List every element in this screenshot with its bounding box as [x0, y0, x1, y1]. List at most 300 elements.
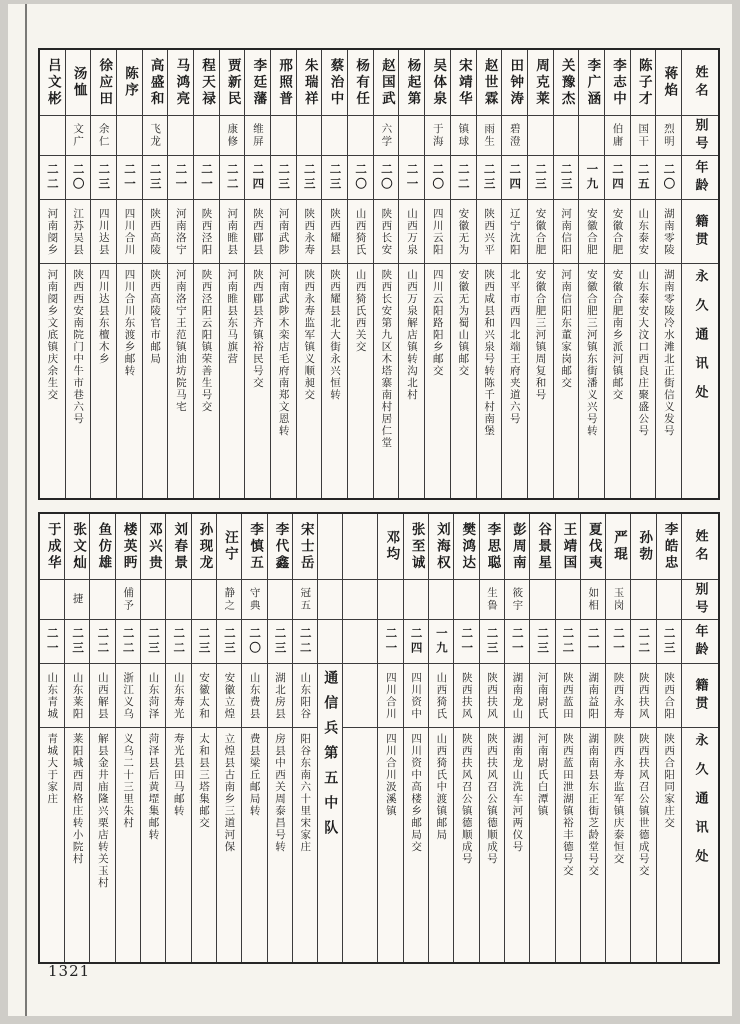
entry-address: 河南阌乡文底镇庆余生交	[46, 269, 59, 401]
unit-title-cell	[318, 664, 342, 962]
entry-column	[90, 50, 116, 498]
age-cell	[480, 620, 504, 664]
name-cell	[217, 514, 241, 580]
alias-cell	[66, 116, 91, 156]
entry-name: 蔡治中	[327, 57, 344, 108]
entry-alias: 烈明	[662, 123, 675, 148]
address-cell	[657, 728, 681, 962]
entry-alias: 六学	[380, 123, 393, 148]
entry-origin: 山东莱阳	[71, 671, 84, 720]
origin-cell	[168, 200, 193, 264]
origin-cell	[451, 200, 476, 264]
name-cell	[271, 50, 296, 116]
entry-column	[267, 514, 292, 962]
entry-name: 陈子才	[635, 57, 652, 108]
age-cell	[217, 620, 241, 664]
entry-name: 关豫杰	[558, 57, 575, 108]
name-cell	[528, 50, 553, 116]
alias-cell	[192, 580, 216, 620]
entry-origin: 河南睢县	[226, 207, 239, 256]
header-address-cell	[682, 728, 718, 962]
origin-cell	[220, 200, 245, 264]
origin-cell	[141, 664, 165, 728]
address-cell	[348, 264, 373, 498]
age-cell	[425, 156, 450, 200]
entry-column	[555, 514, 580, 962]
address-cell	[631, 264, 656, 498]
entry-origin: 山西猗氏	[435, 671, 448, 720]
name-cell	[556, 514, 580, 580]
entry-name: 李思聪	[484, 521, 501, 572]
entry-origin: 河南信阳	[560, 207, 573, 256]
entry-name: 鱼仿雄	[95, 521, 112, 572]
alias-cell	[40, 580, 64, 620]
entry-age: 二一	[586, 627, 601, 656]
name-cell	[404, 514, 428, 580]
entry-address: 四川云阳路阳乡邮交	[431, 269, 444, 377]
origin-cell	[40, 200, 65, 264]
entry-address: 四川合川汲溪镇	[384, 733, 397, 817]
entry-alias: 守典	[248, 587, 261, 612]
alias-cell	[40, 116, 65, 156]
alias-cell	[451, 116, 476, 156]
entry-origin: 安徽立煌	[223, 671, 236, 720]
entry-origin: 河南洛宁	[174, 207, 187, 256]
name-cell	[454, 514, 478, 580]
header-age-label: 年龄	[692, 623, 708, 660]
entry-column	[191, 514, 216, 962]
entry-address: 陕西高陵官市邮局	[149, 269, 162, 365]
address-cell	[40, 264, 65, 498]
entry-age: 二〇	[248, 627, 263, 656]
entry-origin: 山西万泉	[406, 207, 419, 256]
age-cell	[657, 620, 681, 664]
age-cell	[505, 620, 529, 664]
entry-age: 二三	[302, 163, 317, 192]
entry-column	[373, 50, 399, 498]
entry-column	[450, 50, 476, 498]
alias-cell	[318, 580, 342, 620]
entry-address: 陕西咸县和兴泉号转陈千村南堡	[483, 269, 496, 437]
entry-origin: 陕西永寿	[303, 207, 316, 256]
age-cell	[65, 620, 89, 664]
age-cell	[343, 620, 377, 664]
entry-address: 陕西西安南院门中牛市巷六号	[72, 269, 85, 425]
alias-cell	[220, 116, 245, 156]
entry-address: 陕西泾阳云阳镇荣善生号交	[200, 269, 213, 413]
entry-age: 二〇	[431, 163, 446, 192]
alias-cell	[374, 116, 399, 156]
entry-column	[65, 50, 91, 498]
alias-cell	[480, 580, 504, 620]
address-cell	[242, 728, 266, 962]
entry-column	[403, 514, 428, 962]
entry-column	[501, 50, 527, 498]
entry-name: 马鸿亮	[173, 57, 190, 108]
entry-address: 四川达县东檀木乡	[97, 269, 110, 365]
entry-age: 二四	[508, 163, 523, 192]
age-cell	[194, 156, 219, 200]
entry-address: 陕西扶风召公镇世德成号交	[637, 733, 650, 877]
entry-column	[655, 50, 681, 498]
age-cell	[40, 156, 65, 200]
header-alias-cell	[682, 116, 718, 156]
alias-cell	[217, 580, 241, 620]
alias-cell	[322, 116, 347, 156]
address-cell	[581, 728, 605, 962]
age-cell	[220, 156, 245, 200]
name-cell	[378, 514, 402, 580]
origin-cell	[143, 200, 168, 264]
address-cell	[606, 728, 630, 962]
header-alias-label: 别号	[692, 581, 708, 618]
address-cell	[245, 264, 270, 498]
entry-age: 二四	[251, 163, 266, 192]
age-cell	[143, 156, 168, 200]
alias-cell	[143, 116, 168, 156]
entry-address: 湖南龙山洗车河两仪号	[511, 733, 524, 853]
origin-cell	[268, 664, 292, 728]
name-cell	[91, 50, 116, 116]
entry-origin: 四川云阳	[431, 207, 444, 256]
entry-name: 严琨	[611, 530, 627, 563]
header-origin-cell	[682, 664, 718, 728]
address-cell	[404, 728, 428, 962]
origin-cell	[530, 664, 554, 728]
entry-name: 汤恤	[70, 66, 87, 99]
name-cell	[220, 50, 245, 116]
age-cell	[378, 620, 402, 664]
entry-column	[347, 50, 373, 498]
name-cell	[477, 50, 502, 116]
entry-age: 二一	[122, 163, 137, 192]
header-age-cell	[682, 620, 718, 664]
entry-name: 邓兴贵	[145, 521, 162, 572]
origin-cell	[528, 200, 553, 264]
name-cell	[268, 514, 292, 580]
entry-name: 宋靖华	[455, 57, 472, 108]
entry-age: 二〇	[379, 163, 394, 192]
entry-column	[630, 514, 655, 962]
entry-column	[580, 514, 605, 962]
header-name-cell	[682, 50, 718, 116]
entry-origin: 山东费县	[248, 671, 261, 720]
age-cell	[579, 156, 604, 200]
name-cell	[631, 50, 656, 116]
name-cell	[605, 50, 630, 116]
address-cell	[91, 264, 116, 498]
roster-table-top	[38, 48, 720, 500]
entry-address: 义乌二十三里朱村	[122, 733, 135, 829]
alias-cell	[425, 116, 450, 156]
entry-name: 李慎五	[247, 521, 264, 572]
address-cell	[480, 728, 504, 962]
entry-name: 孙勃	[636, 530, 653, 563]
name-cell	[40, 50, 65, 116]
entry-age: 二三	[533, 163, 548, 192]
address-cell	[399, 264, 424, 498]
origin-cell	[477, 200, 502, 264]
entry-name: 王靖国	[560, 521, 577, 572]
name-cell	[293, 514, 317, 580]
origin-cell	[606, 664, 630, 728]
entry-address: 莱阳城西周格庄转小院村	[71, 733, 84, 865]
entry-column	[479, 514, 504, 962]
entry-alias: 国干	[637, 123, 650, 148]
entry-origin: 安徽合肥	[585, 207, 598, 256]
origin-cell	[117, 200, 142, 264]
origin-cell	[116, 664, 140, 728]
origin-cell	[297, 200, 322, 264]
field-header-column	[681, 514, 718, 962]
entry-age: 二二	[456, 163, 471, 192]
age-cell	[245, 156, 270, 200]
entry-age: 二四	[611, 163, 626, 192]
entry-column	[165, 514, 190, 962]
name-cell	[480, 514, 504, 580]
entry-age: 二二	[172, 627, 187, 656]
origin-cell	[245, 200, 270, 264]
alias-cell	[90, 580, 114, 620]
age-cell	[631, 156, 656, 200]
origin-cell	[454, 664, 478, 728]
age-cell	[242, 620, 266, 664]
entry-age: 二三	[485, 627, 500, 656]
entry-address: 寿光县田马邮转	[172, 733, 185, 817]
entry-address: 陕西永寿监军镇庆泰恒交	[612, 733, 625, 865]
origin-cell	[378, 664, 402, 728]
address-cell	[168, 264, 193, 498]
entry-alias: 静之	[223, 587, 236, 612]
alias-cell	[502, 116, 527, 156]
unit-divider-column	[317, 514, 342, 962]
origin-cell	[242, 664, 266, 728]
entry-column	[578, 50, 604, 498]
entry-age: 二四	[409, 627, 424, 656]
alias-cell	[297, 116, 322, 156]
address-cell	[605, 264, 630, 498]
entry-alias: 俌予	[122, 587, 135, 612]
entry-name: 李廷藩	[250, 57, 267, 108]
entry-alias: 雨生	[483, 123, 496, 148]
entry-alias: 如相	[587, 587, 600, 612]
name-cell	[343, 514, 377, 580]
entry-column	[553, 50, 579, 498]
entry-origin: 安徽合肥	[534, 207, 547, 256]
entry-origin: 陕西扶风	[460, 671, 473, 720]
alias-cell	[268, 580, 292, 620]
entry-name: 杨有任	[353, 57, 370, 108]
alias-cell	[579, 116, 604, 156]
name-cell	[348, 50, 373, 116]
entry-address: 立煌县古南乡三道河保	[223, 733, 236, 853]
entry-column	[89, 514, 114, 962]
age-cell	[528, 156, 553, 200]
entry-origin: 陕西高陵	[149, 207, 162, 256]
entry-name: 邓均	[383, 530, 400, 563]
entry-name: 陈序	[121, 66, 138, 99]
entry-name: 贾新民	[224, 57, 241, 108]
age-cell	[297, 156, 322, 200]
entry-origin: 陕西蓝田	[561, 671, 574, 720]
entry-column	[167, 50, 193, 498]
alias-cell	[530, 580, 554, 620]
entry-origin: 陕西兴平	[483, 207, 496, 256]
alias-cell	[477, 116, 502, 156]
entry-column	[142, 50, 168, 498]
entry-alias: 维屏	[251, 123, 264, 148]
address-cell	[425, 264, 450, 498]
name-cell	[606, 514, 630, 580]
address-cell	[556, 728, 580, 962]
entry-origin: 安徽太和	[198, 671, 211, 720]
entry-name: 徐应田	[96, 57, 113, 108]
entry-age: 二三	[482, 163, 497, 192]
entry-origin: 陕西扶风	[637, 671, 650, 720]
entry-origin: 四川合川	[384, 671, 397, 720]
entry-name: 夏伐夷	[585, 521, 602, 572]
address-cell	[143, 264, 168, 498]
alias-cell	[631, 580, 655, 620]
entry-age: 二〇	[662, 163, 677, 192]
entry-name: 谷景星	[535, 521, 552, 572]
entry-alias: 镇球	[457, 123, 470, 148]
entry-address: 陕西蓝田泄湖镇裕丰德号交	[561, 733, 574, 877]
origin-cell	[65, 664, 89, 728]
name-cell	[374, 50, 399, 116]
alias-cell	[505, 580, 529, 620]
entry-name: 李志中	[610, 57, 627, 108]
entry-column	[527, 50, 553, 498]
unit-title: 通信兵第五中队	[322, 670, 339, 845]
address-cell	[268, 728, 292, 962]
name-cell	[451, 50, 476, 116]
age-cell	[268, 620, 292, 664]
address-cell	[116, 728, 140, 962]
entry-age: 二一	[45, 627, 60, 656]
entry-alias: 玉岗	[612, 587, 625, 612]
alias-cell	[116, 580, 140, 620]
alias-cell	[293, 580, 317, 620]
name-cell	[657, 514, 681, 580]
entry-column	[244, 50, 270, 498]
alias-cell	[605, 116, 630, 156]
entry-address: 安徽合肥三河镇周复和号	[534, 269, 547, 401]
entry-name: 吴体泉	[430, 57, 447, 108]
entry-address: 河南睢县东马旗营	[226, 269, 239, 365]
entry-address: 山西猗氏西关交	[354, 269, 367, 353]
entry-column	[292, 514, 317, 962]
entry-column	[40, 514, 64, 962]
name-cell	[192, 514, 216, 580]
entry-alias: 康修	[226, 123, 239, 148]
name-cell	[631, 514, 655, 580]
age-cell	[66, 156, 91, 200]
alias-cell	[554, 116, 579, 156]
entry-address: 四川合川东渡乡邮转	[123, 269, 136, 377]
name-cell	[502, 50, 527, 116]
entry-age: 二三	[197, 627, 212, 656]
age-cell	[605, 156, 630, 200]
entry-origin: 河南武陟	[277, 207, 290, 256]
age-cell	[192, 620, 216, 664]
entry-column	[604, 50, 630, 498]
age-cell	[530, 620, 554, 664]
entry-column	[656, 514, 681, 962]
entry-address: 山西猗氏中渡镇邮局	[435, 733, 448, 841]
entry-address: 陕西长安第九区木塔寨南村居仁堂	[380, 269, 393, 449]
age-cell	[293, 620, 317, 664]
entry-name: 樊鸿达	[459, 521, 476, 572]
age-cell	[91, 156, 116, 200]
entry-origin: 陕西扶风	[486, 671, 499, 720]
origin-cell	[657, 664, 681, 728]
entry-age: 二三	[146, 627, 161, 656]
entry-column	[219, 50, 245, 498]
entry-column	[424, 50, 450, 498]
entry-age: 二三	[559, 163, 574, 192]
origin-cell	[581, 664, 605, 728]
entry-origin: 山东寿光	[172, 671, 185, 720]
name-cell	[194, 50, 219, 116]
age-cell	[656, 156, 681, 200]
name-cell	[143, 50, 168, 116]
entry-origin: 陕西长安	[380, 207, 393, 256]
entry-address: 青城大于家庄	[46, 733, 59, 805]
origin-cell	[404, 664, 428, 728]
entry-address: 河南信阳东董家岗邮交	[560, 269, 573, 389]
entry-name: 孙现龙	[196, 521, 213, 572]
entry-name: 赵世霖	[481, 57, 498, 108]
entry-age: 二三	[273, 627, 288, 656]
name-cell	[425, 50, 450, 116]
entry-name: 彭周南	[509, 521, 526, 572]
address-cell	[220, 264, 245, 498]
entry-address: 山西万泉解店镇转沟北村	[406, 269, 419, 401]
entry-alias: 生鲁	[486, 587, 499, 612]
address-cell	[322, 264, 347, 498]
entry-alias: 碧澄	[508, 123, 521, 148]
name-cell	[40, 514, 64, 580]
entry-name: 邢照普	[276, 57, 293, 108]
entry-column	[377, 514, 402, 962]
age-cell	[168, 156, 193, 200]
entry-origin: 安徽合肥	[611, 207, 624, 256]
age-cell	[606, 620, 630, 664]
name-cell	[116, 514, 140, 580]
address-cell	[343, 728, 377, 962]
entry-name: 高盛和	[147, 57, 164, 108]
entry-age: 二〇	[71, 163, 86, 192]
entry-column	[453, 514, 478, 962]
origin-cell	[374, 200, 399, 264]
entry-column	[193, 50, 219, 498]
entry-age: 二五	[636, 163, 651, 192]
address-cell	[454, 728, 478, 962]
alias-cell	[65, 580, 89, 620]
entry-age: 二一	[510, 627, 525, 656]
entry-origin: 陕西郿县	[251, 207, 264, 256]
origin-cell	[554, 200, 579, 264]
address-cell	[631, 728, 655, 962]
entry-origin: 陕西耀县	[328, 207, 341, 256]
age-cell	[348, 156, 373, 200]
entry-address: 湖南南县东正街芝龄堂号交	[587, 733, 600, 877]
age-cell	[451, 156, 476, 200]
entry-origin: 山东阳谷	[299, 671, 312, 720]
name-cell	[429, 514, 453, 580]
age-cell	[90, 620, 114, 664]
